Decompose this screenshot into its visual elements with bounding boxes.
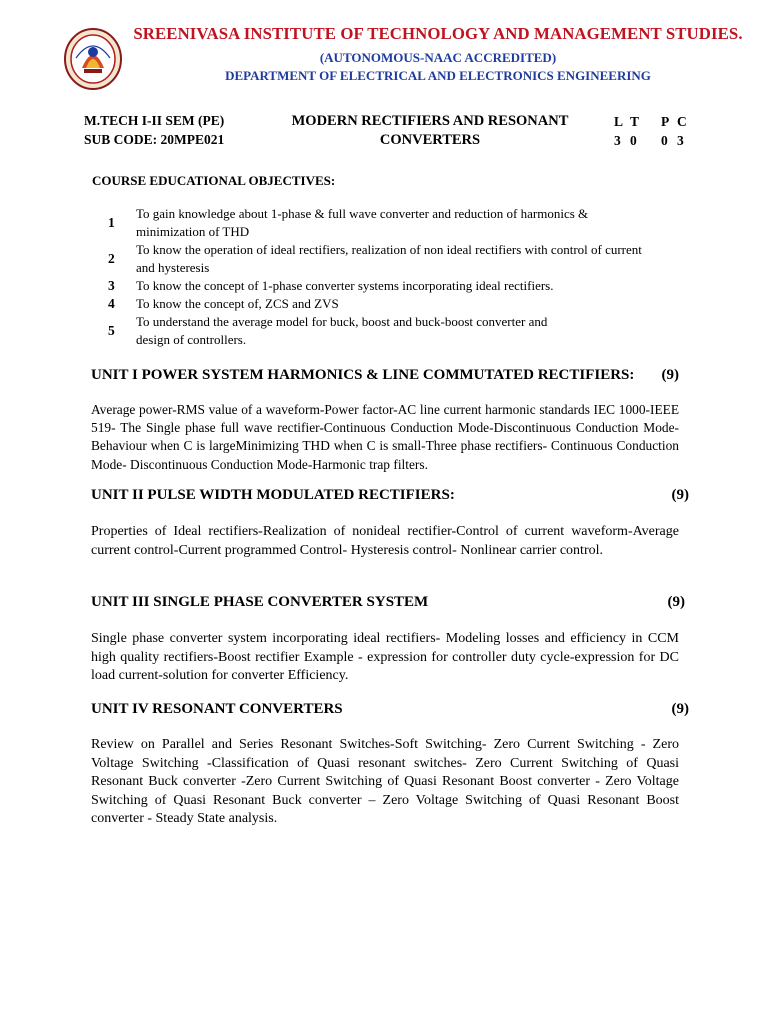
unit-hours: (9) bbox=[671, 701, 689, 717]
unit-3-heading bbox=[91, 594, 685, 611]
department-name: DEPARTMENT OF ELECTRICAL AND ELECTRONICS ENGINEERING bbox=[225, 68, 651, 83]
ltpc-header-row bbox=[614, 112, 693, 131]
unit-title: UNIT II PULSE WIDTH MODULATED RECTIFIERS: bbox=[91, 487, 455, 503]
ltpc-header-t: T bbox=[630, 114, 640, 129]
accreditation-line: (AUTONOMOUS-NAAC ACCREDITED) bbox=[319, 50, 557, 65]
semester-label: M.TECH I-II SEM (PE) bbox=[84, 113, 225, 128]
unit-hours: (9) bbox=[671, 487, 689, 503]
objective-item bbox=[108, 313, 668, 349]
objective-text-line: To know the concept of, ZCS and ZVS bbox=[136, 296, 339, 311]
unit-4-content: Review on Parallel and Series Resonant Switches-Soft Switching- Zero Current Switching - Zero Voltage Switching -Classification of Quasi resonant switches- Zero Current Switching of Quasi Resonant Buck converter -Zero Current Switching of Quasi Resonant Boost converter - Zero Voltage Switching of Quasi Resonant Buck converter – Zero Voltage Switching of Quasi Resonant Boost converter - Steady State analysis. bbox=[91, 737, 679, 827]
objective-text bbox=[136, 241, 668, 277]
ltpc-value-c: 3 bbox=[677, 133, 684, 148]
objective-text-line: To know the operation of ideal rectifiers, realization of non ideal rectifiers with control of current bbox=[136, 242, 642, 257]
objective-number: 1 bbox=[108, 215, 115, 230]
objectives-heading: COURSE EDUCATIONAL OBJECTIVES: bbox=[92, 173, 336, 188]
objective-item bbox=[108, 205, 668, 241]
objective-number: 2 bbox=[108, 251, 115, 266]
objectives-list bbox=[108, 205, 668, 349]
objective-text bbox=[136, 277, 668, 295]
ltpc-table bbox=[614, 112, 693, 150]
ltpc-value-row bbox=[614, 131, 693, 150]
ltpc-header-p: P bbox=[661, 114, 670, 129]
unit-1-heading bbox=[91, 367, 689, 384]
unit-title: UNIT III SINGLE PHASE CONVERTER SYSTEM bbox=[91, 594, 429, 610]
course-title-line1: MODERN RECTIFIERS AND RESONANT bbox=[291, 113, 569, 129]
objective-text-line: To understand the average model for buck, boost and buck-boost converter and bbox=[136, 314, 548, 329]
course-title bbox=[270, 112, 590, 150]
objective-item bbox=[108, 241, 668, 277]
objective-text bbox=[136, 205, 668, 241]
objective-number: 4 bbox=[108, 296, 115, 311]
course-title-line2: CONVERTERS bbox=[379, 132, 481, 148]
ltpc-value-t: 0 bbox=[630, 133, 637, 148]
objective-number: 5 bbox=[108, 323, 115, 338]
objective-text-line: minimization of THD bbox=[136, 224, 250, 239]
unit-2-heading bbox=[91, 487, 689, 504]
institution-name: SREENIVASA INSTITUTE OF TECHNOLOGY AND MANAGEMENT STUDIES. bbox=[133, 24, 743, 43]
ltpc-value-l: 3 bbox=[614, 133, 621, 148]
ltpc-header-l: L bbox=[614, 114, 624, 129]
unit-hours: (9) bbox=[667, 594, 685, 610]
unit-title: UNIT I POWER SYSTEM HARMONICS & LINE COMMUTATED RECTIFIERS: bbox=[91, 367, 635, 383]
objective-text bbox=[136, 295, 668, 313]
unit-4-heading bbox=[91, 701, 689, 718]
objective-item bbox=[108, 277, 668, 295]
objective-text-line: To gain knowledge about 1-phase & full wave converter and reduction of harmonics & bbox=[136, 206, 589, 221]
unit-hours: (9) bbox=[661, 367, 679, 383]
objective-text-line: and hysteresis bbox=[136, 260, 210, 275]
unit-2-content: Properties of Ideal rectifiers-Realization of nonideal rectifier-Control of current waveform-Average current control-Current programmed Control- Hysteresis control- Nonlinear carrier control. bbox=[91, 524, 679, 558]
objective-text-line: To know the concept of 1-phase converter systems incorporating ideal rectifiers. bbox=[136, 278, 554, 293]
objective-item bbox=[108, 295, 668, 313]
objective-number: 3 bbox=[108, 278, 115, 293]
objective-text-line: design of controllers. bbox=[136, 332, 247, 347]
unit-3-content: Single phase converter system incorporating ideal rectifiers- Modeling losses and efficiency in CCM high quality rectifiers-Boost rectifier Example - expression for controller duty cycle-expression for DC load current-solution for converter Efficiency. bbox=[91, 631, 679, 684]
unit-title: UNIT IV RESONANT CONVERTERS bbox=[91, 701, 343, 717]
ltpc-header-c: C bbox=[677, 114, 687, 129]
subject-code: SUB CODE: 20MPE021 bbox=[84, 132, 225, 147]
objective-text bbox=[136, 313, 668, 349]
unit-1-content: Average power-RMS value of a waveform-Power factor-AC line current harmonic standards IEC 1000-IEEE 519- The Single phase full wave rectifier-Continuous Conduction Mode-Discontinuous Conduction Mode-Behaviour when C is largeMinimizing THD when C is small-Three phase rectifiers- Continuous Conduction Mode- Discontinuous Conduction Mode-Harmonic trap filters. bbox=[91, 402, 679, 472]
ltpc-value-p: 0 bbox=[661, 133, 668, 148]
college-seal-icon bbox=[64, 28, 122, 90]
